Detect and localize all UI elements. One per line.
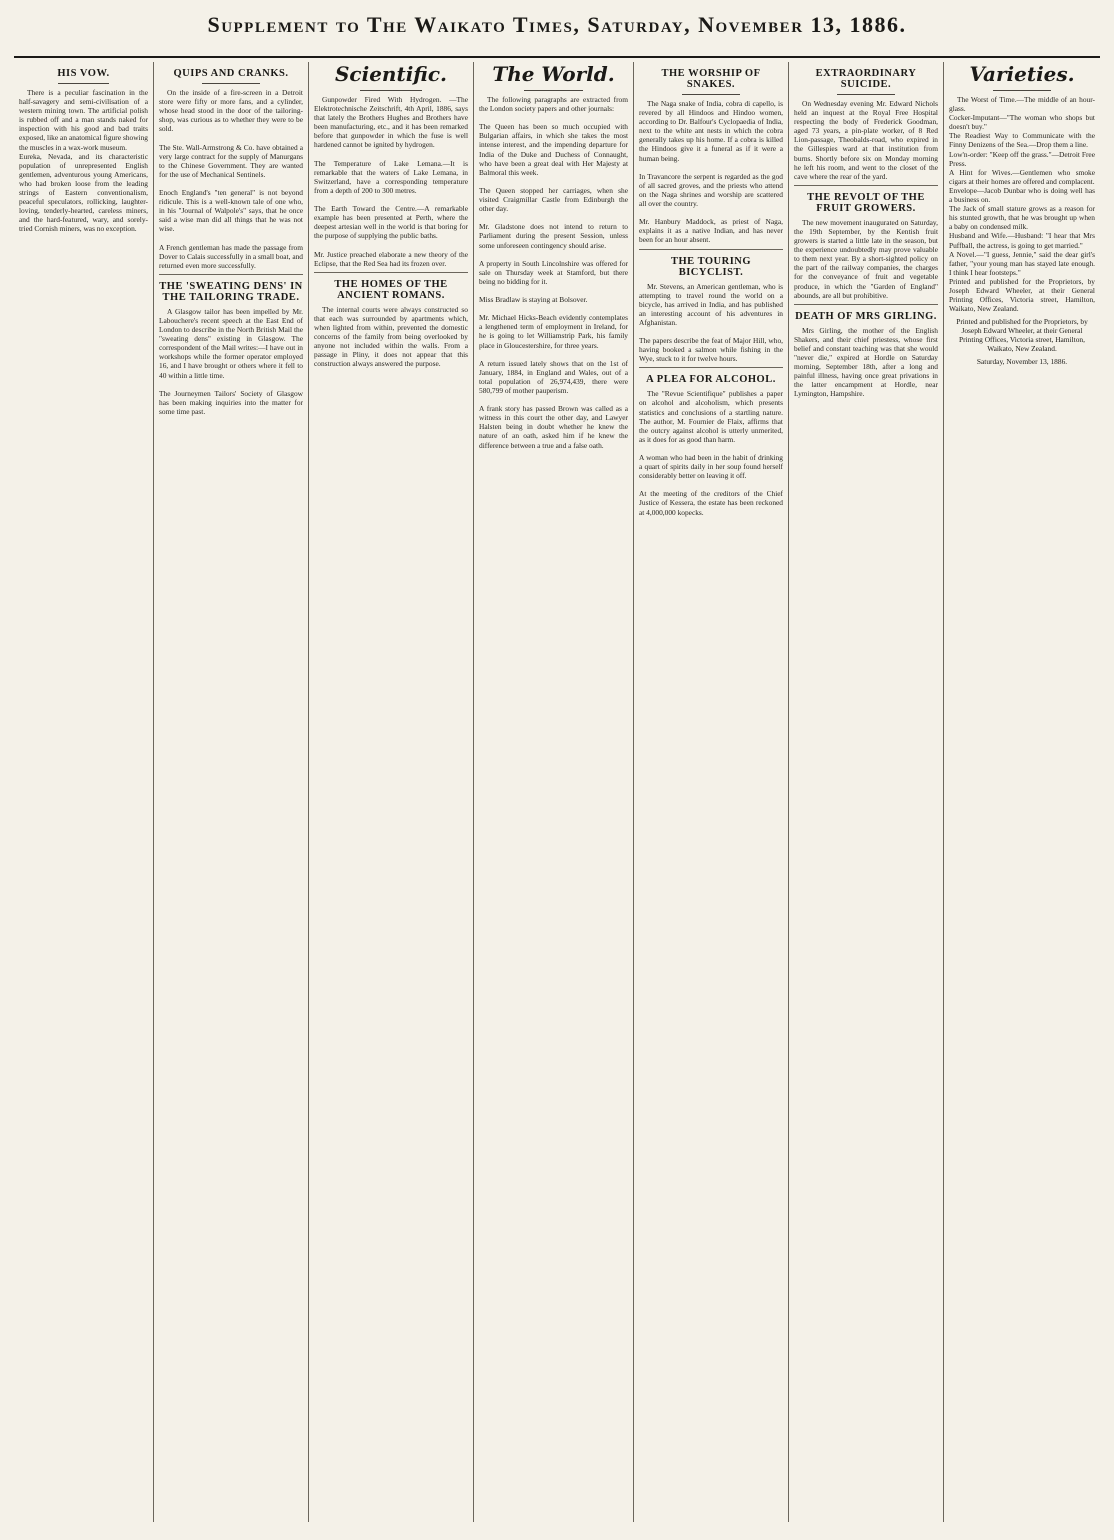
article-divider bbox=[794, 304, 938, 305]
article-body: On the inside of a fire-screen in a Detroit store were fifty or more fans, and a cylinder, whose head stood in the door of the tailoring-shop, was curious as to whether they were to be sold. The Ste. Wall-Armstrong & Co. have obtained a very large contract for the supply of Manurgans to the Chinese Government. They are wanted for the use of Mechanical Sentinels. Enoch England's "ten general" is not beyond ridicule. This is a well-known tale of one who, in his "Journal of Walpole's" says, that he once said a wise man did all things that he was not wise. A French gentleman has made the passage from Dover to Calais successfully in a small boat, and returned even more successfully. bbox=[159, 88, 303, 270]
masthead-rule bbox=[14, 56, 1100, 58]
column-5 bbox=[634, 62, 789, 1522]
column-1 bbox=[14, 62, 154, 1522]
article-heading: THE TOURING BICYCLIST. bbox=[670, 255, 752, 278]
column-heading: QUIPS AND CRANKS. bbox=[173, 68, 289, 79]
imprint: Printed and published for the Proprietors, by Joseph Edward Wheeler, at their General Printing Offices, Victoria street, Hamilton, Waikato, New Zealand. bbox=[956, 317, 1088, 354]
heading-rule bbox=[202, 83, 260, 84]
article-body: The new movement inaugurated on Saturday, the 19th September, by the Kentish fruit growers is started a little late in the season, but the experience undoubtedly may prove valuable to them next year. By a short-sighted policy on the part of the railway companies, the charges for the conveyance of fruit and vegetable produce, in which the "Garden of England" abounds, are all but prohibitive. bbox=[794, 217, 940, 300]
heading-rule bbox=[524, 90, 584, 91]
article-heading: THE REVOLT OF THE FRUIT GROWERS. bbox=[807, 191, 925, 214]
article-divider bbox=[794, 185, 938, 186]
column-heading: HIS VOW. bbox=[57, 68, 110, 79]
column-heading: THE WORSHIP OF SNAKES. bbox=[661, 68, 761, 90]
article-heading: DEATH OF MRS GIRLING. bbox=[795, 310, 937, 322]
heading-rule bbox=[837, 94, 895, 95]
article-body: The Worst of Time.—The middle of an hour-glass. Cocker-Imputant—"The woman who shops but doesn't buy." The Readiest Way to Communicate with the Finny Denizens of the Sea.—Drop them a line. Low'n-order: "Keep off the grass."—Detroit Free Press. A Hint for Wives.—Gentlemen who smoke cigars at their homes are offered and complacent. Envelope—Jacob Dunbar who is doing well has a business on. The Jack of small stature grows as a reason for his stunted growth, that he was brought up when a baby on condensed milk. Husband and Wife.—Husband: "I hear that Mrs Puffball, the actress, is going to get married." A Novel.—"I guess, Jennie," said the dear girl's father, "your young man has stayed late enough. I think I hear footsteps." Printed and published for the Proprietors, by Joseph Edward Wheeler, at their General Printing Offices, Victoria street, Hamilton, Waikato, New Zealand. bbox=[949, 95, 1095, 314]
article-body: The internal courts were always constructed so that each was surrounded by apartments which, when lighted from within, prevented the domestic concerns of the family from being overlooked by anyone not included within the walls. From a passage in Pliny, it does not appear that this construction always answered the purpose. bbox=[314, 304, 470, 369]
article-body: Gunpowder Fired With Hydrogen. —The Elektrotechnische Zeitschrift, 4th April, 1886, says that lately the Brothers Hughes and Brothers have been manufacturing, etc., and it has been remarked before that gunpowder in which the fuse is well hardened cannot be ignited by hydrogen. The Temperature of Lake Lemana.—It is remarkable that the waters of Lake Lemana, in Switzerland, have a corresponding temperature from a depth of 200 to 300 metres. The Earth Toward the Centre.—A remarkable example has been presented at Perth, where the deepest artesian well in the world is that boring for the purpose of supplying the public baths. Mr. Justice preached elaborate a new theory of the Eclipse, that the Red Sea had its frozen over. bbox=[314, 95, 468, 268]
article-body: On Wednesday evening Mr. Edward Nichols held an inquest at the Royal Free Hospital respecting the body of Frederick Goodman, aged 73 years, a pin-plate worker, of 8 Red Lion-passage, Theobalds-road, who expired in the Gillespies ward at that institution from burns. Shortly before six on Monday morning he left his room, and went to the closet of the cave where the rear of the yard. bbox=[794, 99, 940, 181]
column-2 bbox=[154, 62, 309, 1522]
heading-rule bbox=[360, 90, 422, 91]
article-body: The Naga snake of India, cobra di capello, is revered by all Hindoos and Hindoo women, according to Dr. Balfour's Cyclopaedia of India, next to the white ant nests in which the cobra generally takes up his home. If a cobra is killed the Hindoos give it a funeral as if it were a human being. In Travancore the serpent is regarded as the god of all sacred groves, and the priests who attend on the Naga shrines and worship are scattered all over the country. Mr. Hanbury Maddock, as priest of Naga, explains it as a native Indian, and has never been for an hour absent. bbox=[639, 99, 783, 245]
article-heading: THE HOMES OF THE ANCIENT ROMANS. bbox=[334, 278, 448, 301]
article-body: Mr. Stevens, an American gentleman, who is attempting to travel round the world on a bicycle, has arrived in India, and has published an interesting account of his adventures in Afghanistan. The papers describe the feat of Major Hill, who, having booked a salmon while fishing in the Wye, stuck to it for twelve hours. bbox=[639, 281, 783, 364]
article-heading: THE 'SWEATING DENS' IN THE TAILORING TRADE. bbox=[159, 280, 303, 303]
column-heading: EXTRAORDINARY SUICIDE. bbox=[815, 68, 917, 90]
heading-rule bbox=[58, 83, 110, 84]
column-heading: The World. bbox=[492, 62, 615, 86]
article-body: There is a peculiar fascination in the half-savagery and semi-civilisation of a western mining town. The artificial polish is rubbed off and a man stands naked for inspection with his good and bad traits exposed, like an anatomical figure showing the muscles in a wax-work museum. Eureka, Nevada, and its characteristic population of unrepresented English gentlemen, adventurous young Americans, who had broken loose from the leading strings of Eastern conventionalism, peaceful speculators, rollicking, laughter-loving, tenderly-hearted, careless miners, and the hard-featured, wary, and sorely-tried Cornish miners, was no exception. bbox=[19, 88, 148, 234]
article-divider bbox=[314, 272, 468, 273]
column-3 bbox=[309, 62, 474, 1522]
newspaper-columns bbox=[14, 62, 1100, 1522]
article-divider bbox=[639, 367, 783, 368]
column-heading: Scientific. bbox=[334, 62, 447, 86]
heading-rule bbox=[682, 94, 740, 95]
article-divider bbox=[639, 249, 783, 250]
masthead: Supplement to The Waikato Times, Saturday, November 13, 1886. bbox=[207, 12, 907, 37]
column-6 bbox=[789, 62, 944, 1522]
article-heading: A PLEA FOR ALCOHOL. bbox=[646, 374, 776, 386]
column-7 bbox=[944, 62, 1100, 1522]
article-body: The following paragraphs are extracted from the London society papers and other journals: The Queen has been so much occupied with Bulgarian affairs, in which she takes the most intense interest, and the impending departure for India of the Duke and Duchess of Connaught, who have been a great deal with Her Majesty at Balmoral this week. The Queen stopped her carriages, when she visited Craigmillar Castle from Edinburgh the other day. Mr. Gladstone does not intend to return to Parliament during the present Session, unless some unforeseen contingency should arise. A property in South Lincolnshire was offered for sale on Thursday week at Stamford, but there being no bidding for it. Miss Bradlaw is staying at Bolsover. Mr. Michael Hicks-Beach evidently contemplates a lengthened term of employment in Ireland, for he is going to let Williamstrip Park, his family place in Gloucestershire, for three years. A return issued lately shows that on the 1st of January, 1884, in England and Wales, out of a total population of 26,974,439, there were 580,799 of mother pauperism. A frank story has passed Brown was called as a witness in this court the other day, and Lawyer Halsten being in doubt whether he knew the nature of an oath, asked him if he knew the difference between a true and a false oath. bbox=[479, 95, 628, 450]
column-4 bbox=[474, 62, 634, 1522]
heading-rule bbox=[993, 90, 1051, 91]
article-body: Mrs Girling, the mother of the English Shakers, and their chief priestess, whose first belief and constant teaching was that she would "never die," expired at Hordle on Saturday morning, September 18th, after a long and painful illness, having once great privations in the latter encampment at Hordle, near Lymington, Hampshire. bbox=[794, 325, 940, 399]
column-heading: Varieties. bbox=[969, 62, 1075, 86]
imprint-date: Saturday, November 13, 1886. bbox=[976, 357, 1068, 367]
article-divider bbox=[159, 274, 303, 275]
article-body: The "Revue Scientifique" publishes a paper on alcohol and alcoholism, which presents statistics and conclusions of a startling nature. The author, M. Fournier de Flaix, affirms that the outcry against alcohol is utterly unmerited, as it does for as good than harm. A woman who had been in the habit of drinking a quart of spirits daily in her soup found herself considerably better on leaving it off. At the meeting of the creditors of the Chief Justice of Kessera, the estate has been reckoned at 4,000,000 kopecks. bbox=[639, 389, 783, 517]
article-body: A Glasgow tailor has been impelled by Mr. Labouchere's recent speech at the East End of London to describe in the North British Mail the "sweating dens" existing in Glasgow. The correspondent of the Mail writes:—I have out in workshops while the former operator employed 16, and I have brought or others where it fell to 40 within a little time. The Journeymen Tailors' Society of Glasgow has been making inquiries into the matter for some time past. bbox=[159, 306, 303, 416]
